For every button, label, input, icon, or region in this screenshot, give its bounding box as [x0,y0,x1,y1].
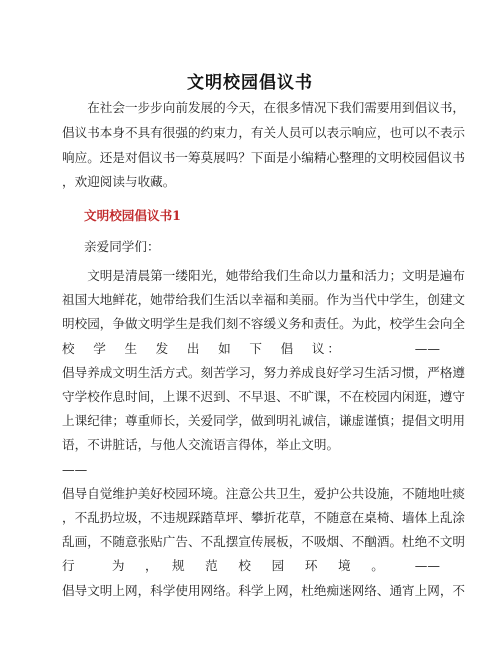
separator: —— [62,462,88,477]
paragraph-line: 语，不讲脏话，与他人交流语言得体，举止文明。 [62,437,340,452]
paragraph-line: 祖国大地鲜花，她带给我们生活以幸福和美丽。作为当代中学生，创建文 [62,292,465,307]
intro-line: 在社会一步步向前发展的今天，在很多情况下我们需要用到倡议书， [62,100,465,115]
greeting: 亲爱同学们： [84,239,160,254]
paragraph-line: 乱画，不随意张贴广告、不乱摆宣传展板，不吸烟、不酗酒。杜绝不文明 [62,534,465,549]
paragraph-line: 倡导文明上网，科学使用网络。科学上网，杜绝痴迷网络、通宵上网，不 [62,583,465,598]
section-heading: 文明校园倡议书1 [84,208,181,223]
paragraph-line: 行 为 ， 规 范 校 园 环 境 。 —— [62,558,440,573]
paragraph-line: 明校园，争做文明学生是我们刻不容缓义务和责任。为此，校学生会向全 [62,316,465,331]
document-title: 文明校园倡议书 [187,73,313,93]
paragraph-line: ，不乱扔垃圾，不违规踩踏草坪、攀折花草，不随意在桌椅、墙体上乱涂 [62,510,465,525]
paragraph-line: 上课纪律；尊重师长，关爱同学，做到明礼诚信，谦虚谨慎；提倡文明用 [62,413,465,428]
intro-line: 倡议书本身不具有很强的约束力，有关人员可以表示响应，也可以不表示 [62,125,465,140]
paragraph-line: 校 学 生 发 出 如 下 倡 议： —— [62,341,440,356]
paragraph-line: 文明是清晨第一缕阳光，她带给我们生命以力量和活力；文明是遍布 [62,268,465,283]
paragraph-line: 倡导养成文明生活方式。刻苦学习，努力养成良好学习生活习惯，严格遵 [62,365,465,380]
paragraph-line: 倡导自觉维护美好校园环境。注意公共卫生，爱护公共设施，不随地吐痰 [62,486,465,501]
intro-line: ，欢迎阅读与收藏。 [62,174,176,189]
paragraph-line: 守学校作息时间，上课不迟到、不早退、不旷课，不在校园内闲逛，遵守 [62,389,465,404]
intro-line: 响应。还是对倡议书一筹莫展吗？下面是小编精心整理的文明校园倡议书 [62,150,465,165]
